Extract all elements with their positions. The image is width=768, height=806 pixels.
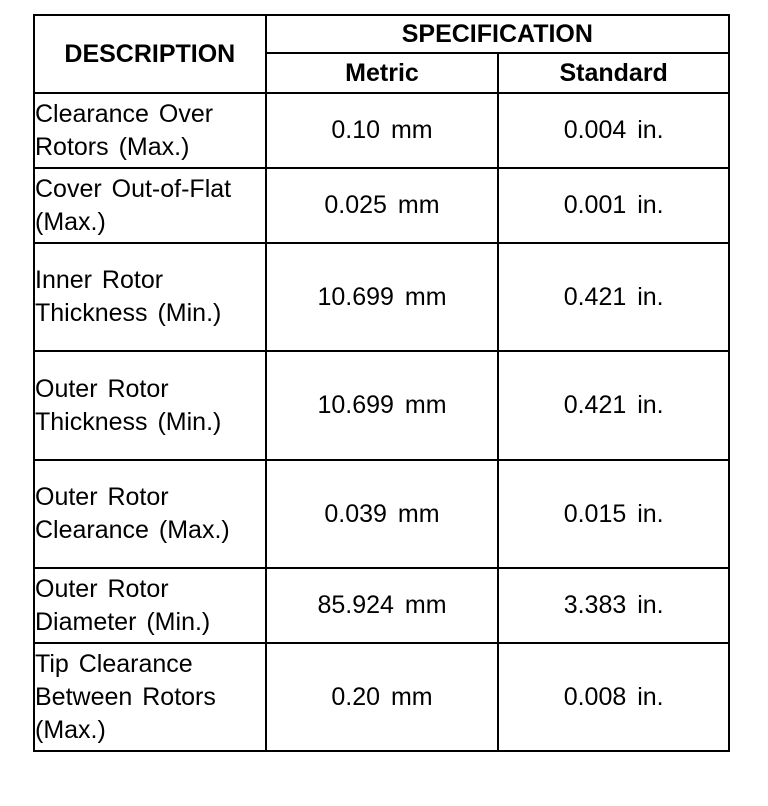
header-metric: Metric — [266, 53, 499, 93]
row-metric-value: 10.699 mm — [266, 351, 499, 460]
row-metric-value: 0.20 mm — [266, 643, 499, 751]
table-row — [34, 643, 729, 751]
row-description: Tip Clearance Between Rotors (Max.) — [34, 643, 266, 751]
row-description: Outer Rotor Diameter (Min.) — [34, 568, 266, 643]
header-standard: Standard — [498, 53, 729, 93]
row-metric-value: 0.039 mm — [266, 460, 499, 568]
row-description: Inner Rotor Thickness (Min.) — [34, 243, 266, 351]
table-row — [34, 168, 729, 243]
row-description: Cover Out-of-Flat (Max.) — [34, 168, 266, 243]
row-standard-value: 0.421 in. — [498, 243, 729, 351]
row-metric-value: 10.699 mm — [266, 243, 499, 351]
header-description: DESCRIPTION — [34, 15, 266, 93]
table-row — [34, 243, 729, 351]
row-standard-value: 0.015 in. — [498, 460, 729, 568]
row-description: Clearance Over Rotors (Max.) — [34, 93, 266, 168]
row-standard-value: 0.001 in. — [498, 168, 729, 243]
specification-table — [33, 14, 730, 752]
row-metric-value: 0.10 mm — [266, 93, 499, 168]
row-standard-value: 0.004 in. — [498, 93, 729, 168]
row-standard-value: 0.008 in. — [498, 643, 729, 751]
table-row — [34, 351, 729, 460]
row-standard-value: 3.383 in. — [498, 568, 729, 643]
row-standard-value: 0.421 in. — [498, 351, 729, 460]
header-specification: SPECIFICATION — [266, 15, 729, 53]
row-description: Outer Rotor Thickness (Min.) — [34, 351, 266, 460]
table-row — [34, 460, 729, 568]
table-row — [34, 93, 729, 168]
row-metric-value: 85.924 mm — [266, 568, 499, 643]
row-metric-value: 0.025 mm — [266, 168, 499, 243]
table-row — [34, 568, 729, 643]
row-description: Outer Rotor Clearance (Max.) — [34, 460, 266, 568]
